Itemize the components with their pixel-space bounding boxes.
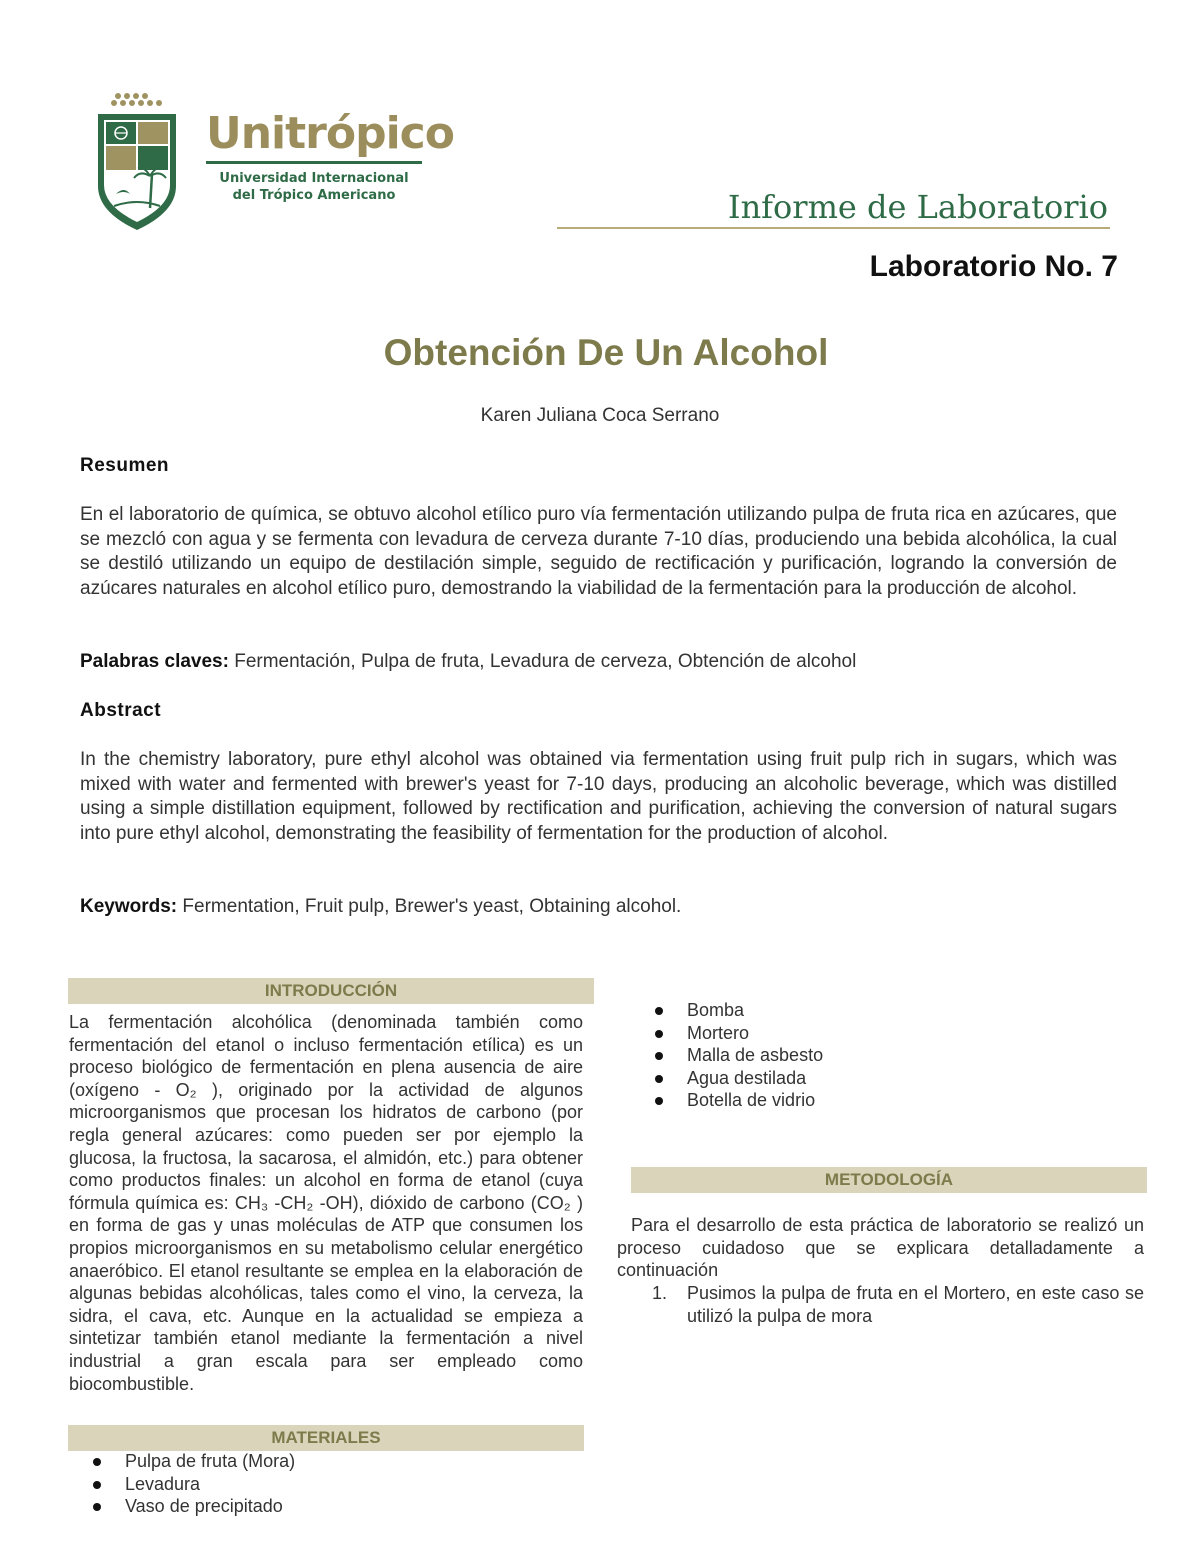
palabras-claves [80,651,856,673]
material-label: Levadura [125,1473,201,1494]
bullet-icon [655,1097,663,1105]
list-item [93,1450,573,1473]
resumen-heading: Resumen [80,455,170,476]
introduccion-heading: INTRODUCCIÓN [68,978,594,1004]
step-text: Pusimos la pulpa de fruta en el Mortero, en este caso se utilizó la pulpa de mora [687,1283,1144,1326]
list-item [655,1067,1135,1090]
bullet-icon [655,1007,663,1015]
material-label: Agua destilada [687,1067,807,1088]
brand-subtitle-line2: del Trópico Americano [232,188,396,203]
abstract-text: In the chemistry laboratory, pure ethyl alcohol was obtained via fermentation using fruit pulp rich in sugars, which was mixed with water and fermented with brewer's yeast for 7-10 days, producing an alcoholic beverage, which was distilled using a simple distillation equipment, followed by rectification and purification, achieving the conversion of natural sugars into pure ethyl alcohol, demonstrating the feasibility of fermentation for the production of alcohol. [80,749,1117,844]
brand-subtitle-line1: Universidad Internacional [219,171,409,186]
abstract-heading: Abstract [80,700,162,721]
author-name: Karen Juliana Coca Serrano [480,405,720,426]
report-type-title: Informe de Laboratorio [727,188,1108,226]
report-title-underline [557,227,1110,229]
bullet-icon [93,1481,101,1489]
metodologia-intro: Para el desarrollo de esta práctica de laboratorio se realizó un proceso cuidadoso que se explicara detalladamente a continuación [617,1215,1144,1281]
university-crest-logo [94,90,180,232]
list-item [655,999,1135,1022]
introduccion-text: La fermentación alcohólica (denominada también como fermentación del etanol o incluso fermentación etílica) es un proceso biológico de fermentación en plena ausencia de aire (oxígeno - O₂ ), originado por la actividad de algunos microorganismos que procesan los hidratos de carbono (por regla general azúcares: como pueden ser por ejemplo la glucosa, la fructosa, la sacarosa, el almidón, etc.) para obtener como productos finales: un alcohol en forma de etanol (cuya fórmula química es: CH₃ -CH₂ -OH), dióxido de carbono (CO₂ ) en forma de gas y unas moléculas de ATP que consumen los propios microorganismos en su metabolismo celular energético anaeróbico. El etanol resultante se emplea en la elaboración de algunas bebidas alcohólicas, tales como el vino, la cerveza, la sidra, el cava, etc. Aunque en la actualidad se empieza a sintetizar también etanol mediante la fermentación a nivel industrial a gran escala para ser empleado como biocombustible. [69,1012,583,1394]
metodologia-steps [652,1282,1144,1327]
palabras-claves-values: Fermentación, Pulpa de fruta, Levadura de cerveza, Obtención de alcohol [228,651,857,672]
list-item [93,1473,573,1496]
material-label: Mortero [687,1022,750,1043]
list-item [655,1044,1135,1067]
bullet-icon [655,1030,663,1038]
list-item [93,1495,573,1518]
step-number: 1. [652,1283,668,1303]
material-label: Vaso de precipitado [125,1496,283,1517]
materiales-list-right [655,999,1135,1112]
material-label: Malla de asbesto [687,1045,824,1066]
bullet-icon [93,1503,101,1511]
keywords-values: Fermentation, Fruit pulp, Brewer's yeast, Obtaining alcohol. [177,896,682,917]
keywords-label: Keywords: [80,896,178,917]
brand-divider [206,161,422,164]
material-label: Bomba [687,1000,745,1020]
lab-number: Laboratorio No. 7 [869,250,1118,283]
resumen-text: En el laboratorio de química, se obtuvo alcohol etílico puro vía fermentación utilizando pulpa de fruta rica en azúcares, que se mezcló con agua y se fermenta con levadura de cerveza durante 7-10 días, produciendo una bebida alcohólica, la cual se destiló utilizando un equipo de destilación simple, seguido de rectificación y purificación, logrando la conversión de azúcares naturales en alcohol etílico puro, demostrando la viabilidad de la fermentación para la producción de alcohol. [80,504,1117,599]
bullet-icon [655,1075,663,1083]
material-label: Pulpa de fruta (Mora) [125,1451,296,1471]
material-label: Botella de vidrio [687,1090,816,1111]
keywords [80,896,681,918]
bullet-icon [93,1458,101,1466]
bullet-icon [655,1052,663,1060]
brand-name: Unitrópico [206,108,454,159]
list-item [655,1089,1135,1112]
document-title: Obtención De Un Alcohol [383,332,829,373]
palabras-claves-label: Palabras claves: [80,651,229,672]
materiales-list-left [93,1450,573,1518]
metodologia-heading: METODOLOGÍA [631,1167,1147,1193]
materiales-heading: MATERIALES [68,1425,584,1451]
list-item [652,1282,1144,1327]
list-item [655,1022,1135,1045]
